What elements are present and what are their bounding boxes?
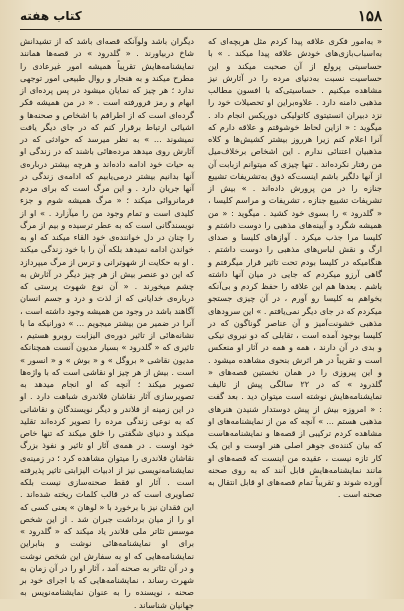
left-column [20, 35, 194, 610]
page-header [20, 6, 382, 26]
header-rule [20, 29, 382, 30]
right-column [208, 35, 382, 591]
right-column-text: « به‌امور فکری علاقه پیدا کردم مثل هربچه‌ای که به‌اسباب‌بازی‌های خودش علاقه پیدا میکند . » با حساسیتی پرولع از آن صحبت میکند و این حساسیت نسبت به‌دنیای مرده را در آثارش نیز مشاهده میکنیم . حساسیتی‌که با افسون مطالب مذهبی دامنه دارد . علاوه‌براین او تحصیلات خود را نزد دبیران انستیتوی کاتولیکی دوریکس انجام داد . میگوید : « ازاین لحاظ خوشوقتم و علاقه دارم که آنرا اعلام کنم زیرا هرروز بیشتر کشیش‌ها و کلاه مذهبیان اعتنائی ندارم . این اشخاص برخلاف‌میل من رفتار نکرده‌اند . تنها چیزی که میتوانم ازبابت آن از آنها دلگیر باشم اینست‌که ذوق به‌تشریفات تشییع جنازه را در من پرورش داده‌اند . » بیش از تشریفات تشییع جنازه ، تشریفات و مراسم کلیسا ، « گلدرود » را بسوی خود کشید . میگوید : « من همیشه شگرد و آیینه‌های مذهبی را دوست داشتم و کلیسا مرا جذب میکرد . آوازهای کلیسا و صدای ارگ و نقش لباس‌های مذهبی را دوست داشتم . هنگامیکه در کلیسا بودم تحت تاثیر قرار میگرفتم و گاهی آرزو میکردم که جایی در میان آنها داشته باشم . بعدها هم این علاقه را حفظ کردم و بی‌آنکه بخواهم به کلیسا رو آورم ، در آن چیزی جستجو میکردم که در جای دیگر نمی‌یافتم . » این سرودهای مذهبی خشونت‌آمیز و آن عناصر گوناگون که در کلیسا بوجود آمده است ، تقابلی که دو نیروی نیکی و بدی در آن دارند ، همه و همه در آثار او منعکس است و تقریباً در هر اثرش بنحوی مشاهده میشود . و این پیروزی را در همان نخستین قصه‌های « گلدرود » که در ۲۲ سالگی پیش از تالیف نمایشنامه‌هایش نوشته است میتوان دید . بعد گفت : « امروزه بیش از پیش دوستدار شنیدن هنرهای مذهبی هستم ... » آنچه که من از نمایشنامه‌های او مشاهده کردم ترکیبی از قصه‌ها و نمایشنامه‌هاست که بیان کننده‌ی جوهر اصلی هنر اوست و این یک کار تازه نیست ، عقیده من اینست که قصه‌های او مانند نمایشنامه‌هایش قابل آنند که به روی صحنه آورده شوند و تقریباً تمام قصه‌های او قابل انتقال به صحنه است . [208, 36, 382, 500]
running-title: کتاب هفته [20, 9, 82, 23]
text-columns [20, 35, 382, 610]
page-number: ۱۵۸ [357, 7, 382, 25]
left-column-text: دیگران باشد ولوآنکه قصه‌ای باشد که از تشیدانش شاخ دربیاورند . « گلدرود » در قصه‌ها همانند نمایشنامه‌هایش تقریباً همیشه امور غیرعادی را مطرح میکند و به هنجار و روال طبیعی امور توجهی ندارد ؛ هر چیز که نمایان میشود در پس پرده‌ای از ابهام و رمز فرورفته است . « در من همیشه فکر گرده‌ای است که از اطرافم با اشخاص و صحنه‌ها و اشیائی ارتباط برقرار کنم که در جای دیگر یافت نمیشوند ... » به نظر میرسد که حوادثی که در آثارش روی میدهد مرده‌هائی باشند که در زندگی او به حیات خود ادامه داده‌اند و هرچه بیشتر درباره‌ی آنها بدانیم بیشتر درمی‌یابیم که ادامه‌ی زندگی در آنها جریان دارد . و این مرگ است که برای مردم فرمانروائی میکند ؛ « مرگ همیشه شوم و جزء کلیدی است و تمام وجود من را میآزارد . » او از نویسندگانی است که به عطر ترسیده و بیم از مرگ را چنان در دل خواننده‌ی خود القاء میکند که او به خواندن ادامه نمیدهد بلکه آن را با خود زندگی میکند . او به حکایت از شهوترانی و ترس از مرگ میپردازد که این دو عنصر بیش از هر چیز دیگر در آثارش به چشم میخورند . « آن نوع شهوت پرستی که درباره‌ی خدایانی که از لذت و درد و جسم انسان آگاهند باشد در وجود من همیشه وجود داشته است ، آنرا در ضمیر من بیشتر میجویم ... » دورانیکه ما با نشانه‌هائی از تاثیر دوره‌ی الیزابت روبرو هستیم ، تاثیری که « گلدرود » بسیار مدیون آنست همچنانکه مدیون نقاشی « بروگل » و « بوش » و « انسور » است . بیش از هر چیز او نقاشی است که با واژه‌ها تصویر میکند ؛ آنچه که او انجام میدهد به تصویرسازی آثار نقاشان فلاندری شباهت دارد . او در این زمینه از فلاندر و دیگر نویسندگان و نقاشانی که به نوعی زندگی مرده را تصویر کرده‌اند تقلید میکند و دنیای شگفتی را خلق میکند که تنها خاص خود اوست . در همه‌ی آثار او تاثیر و نفوذ بزرگ نقاشان فلاندری را میتوان مشاهده کرد ؛ در زمینه‌ی نمایشنامه‌نویسی نیز از ادبیات الیزابتی تاثیر پذیرفته است . آثار او فقط صحنه‌سازی نیست بلکه تصاویری است که در قالب کلمات ریخته شده‌اند . این فقدان نیز با برخورد با « لوهان » یعنی کسی که او را از میان برداشت جبران شد . از این شخص موسس تئاتر ملی فلاندر یاد میکند که « گلدرود » برای او نمایشنامه‌هائی نوشت و بنابراین نمایشنامه‌هایی که او به سفارش این شخص نوشت و در آن تئاتر به صحنه آمد ، آثار او را در آن زمان به شهرت رساند ، نمایشنامه‌هایی که با اجرای خود بر صحنه ، نویسنده را به عنوان نمایشنامه‌نویس به جهانیان شناساند . [20, 36, 194, 610]
